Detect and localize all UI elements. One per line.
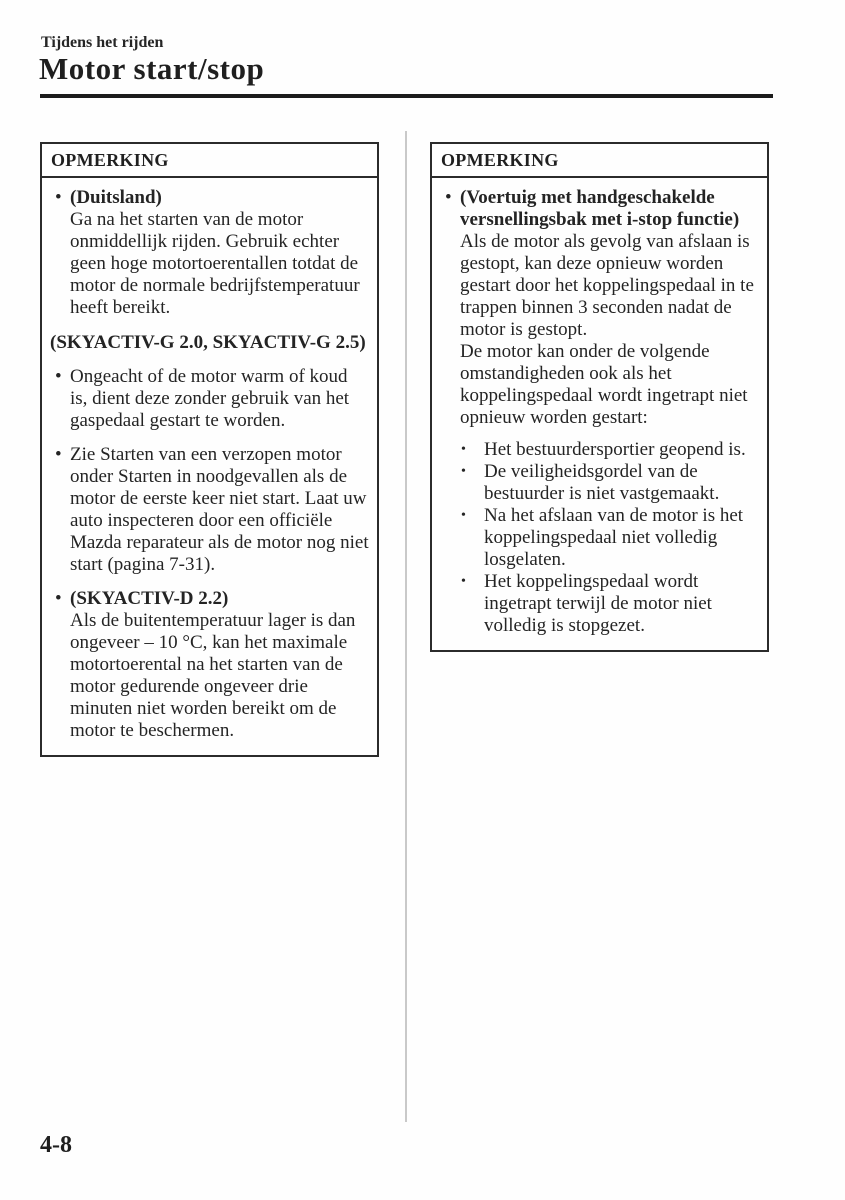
list-item (440, 187, 759, 429)
note-body (42, 178, 377, 755)
sub-bullet-icon (458, 571, 484, 637)
chapter-label: Tijdens het rijden (41, 34, 164, 51)
bullet-icon (50, 366, 70, 432)
item-text: De motor kan onder de volgende omstandigheden ook als het koppelingspedaal wordt ingetrapt niet opnieuw worden gestart: (460, 341, 748, 428)
list-item (50, 187, 369, 319)
item-bold-heading: (SKYACTIV-D 2.2) (70, 588, 229, 609)
list-item (50, 444, 369, 576)
list-item (50, 366, 369, 432)
subsection-heading: (SKYACTIV-G 2.0, SKYACTIV-G 2.5) (50, 332, 366, 353)
note-box-left (40, 142, 379, 757)
list-item-body (460, 187, 759, 429)
column-divider (405, 131, 407, 1122)
bullet-icon (50, 444, 70, 576)
item-bold-heading: (Duitsland) (70, 187, 162, 208)
page-number: 4-8 (40, 1132, 72, 1158)
note-header: OPMERKING (432, 144, 767, 178)
list-item-body (70, 588, 369, 742)
item-text: Zie Starten van een verzopen motor onder Starten in noodgevallen als de motor de eerste keer niet start. Laat uw auto inspecteren door een officiële Mazda reparateur als de motor nog niet start (pagina 7-31). (70, 444, 369, 575)
sub-bullet-icon (458, 461, 484, 505)
note-body (432, 178, 767, 650)
list-item-body (70, 187, 369, 319)
condition-text: Het koppelingspedaal wordt ingetrapt terwijl de motor niet volledig is stopgezet. (484, 571, 712, 636)
item-text: Ongeacht of de motor warm of koud is, dient deze zonder gebruik van het gaspedaal gestart te worden. (70, 366, 350, 431)
bullet-icon (50, 187, 70, 319)
list-item (50, 588, 369, 742)
list-item-body (70, 444, 369, 576)
item-text: Ga na het starten van de motor onmiddellijk rijden. Gebruik echter geen hoge motortoerentallen totdat de motor de normale bedrijfstemperatuur heeft bereikt. (70, 209, 360, 318)
item-text: Als de motor als gevolg van afslaan is gestopt, kan deze opnieuw worden gestart door het koppelingspedaal in te trappen binnen 3 seconden nadat de motor is gestopt. (460, 231, 754, 340)
item-bold-heading: (Voertuig met handgeschakelde versnellingsbak met i-stop functie) (460, 187, 740, 230)
note-header: OPMERKING (42, 144, 377, 178)
item-text: Als de buitentemperatuur lager is dan ongeveer – 10 °C, kan het maximale motortoerental na het starten van de motor gedurende ongeveer drie minuten niet worden bereikt om de motor te beschermen. (70, 610, 356, 741)
condition-text: Het bestuurdersportier geopend is. (484, 439, 746, 460)
sub-bullet-icon (458, 505, 484, 571)
bullet-icon (50, 588, 70, 742)
note-box-right (430, 142, 769, 652)
page-title: Motor start/stop (39, 51, 265, 86)
condition-list (440, 439, 759, 637)
sub-bullet-icon (458, 439, 484, 461)
title-rule (40, 94, 773, 98)
condition-item (440, 571, 759, 637)
condition-text: De veiligheidsgordel van de bestuurder is niet vastgemaakt. (484, 461, 720, 504)
condition-item (440, 439, 759, 461)
bullet-icon (440, 187, 460, 429)
list-item-body (70, 366, 369, 432)
condition-item (440, 461, 759, 505)
condition-text: Na het afslaan van de motor is het koppelingspedaal niet volledig losgelaten. (484, 505, 744, 570)
condition-item (440, 505, 759, 571)
